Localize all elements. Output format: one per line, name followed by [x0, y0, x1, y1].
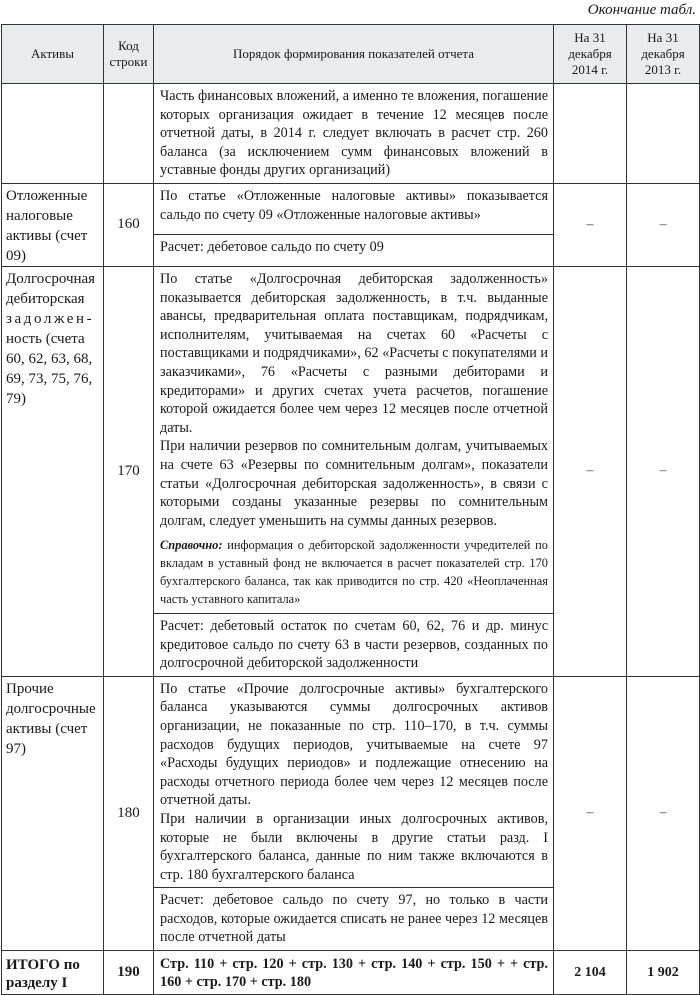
code-cell [104, 84, 154, 184]
balance-table [1, 24, 700, 995]
total-2013: 1 902 [627, 951, 700, 995]
value-2013: – [627, 183, 700, 266]
asset-other: Прочие долгосрочные активы (счет 97) [2, 676, 104, 950]
receivables-calc: Расчет: дебетовый остаток по счетам 60, 62, 76 и др. минус кредитовое сальдо по счету 63 в части резервов, созданных по долгосрочной дебиторской задолженности [154, 613, 554, 676]
header-assets: Активы [2, 25, 104, 84]
total-formula: Стр. 110 + стр. 120 + стр. 130 + стр. 140 + стр. 150 + + стр. 160 + стр. 170 + стр. 180 [154, 951, 554, 995]
asset-receivables-line2: задолжен- [6, 310, 95, 327]
receivables-paragraph-2: При наличии резервов по сомнительным долгам, учитываемых на счете 63 «Резервы по сомнительным долгам», показатели статьи «Долгосрочная дебиторская задолженность», в связи с которыми созданы указанные резервы по сомнительным долгам, следует уменьшить на суммы данных резервов. [160, 438, 548, 529]
asset-receivables-line3: ность (счета 60, 62, 63, 68, 69, 73, 75, 76, 79) [6, 330, 93, 407]
value-2014: – [554, 676, 627, 950]
code-190: 190 [104, 951, 154, 995]
header-row [2, 25, 700, 84]
value-2014: – [554, 183, 627, 266]
value-2013 [627, 84, 700, 184]
table-row [2, 183, 700, 234]
deferred-tax-calc: Расчет: дебетовое сальдо по счету 09 [154, 234, 554, 266]
note-label: Справочно: [160, 538, 223, 553]
asset-deferred-tax: Отложенные налоговые активы (счет 09) [2, 183, 104, 266]
total-row [2, 951, 700, 995]
table-row [2, 266, 700, 613]
total-label: ИТОГО по разделу I [2, 951, 104, 995]
other-text [154, 676, 554, 888]
table-row [2, 676, 700, 888]
table-row [2, 84, 700, 184]
value-2013: – [627, 676, 700, 950]
asset-cell [2, 84, 104, 184]
code-160: 160 [104, 183, 154, 266]
value-2014 [554, 84, 627, 184]
header-procedure: Порядок формирования показателей отчета [154, 25, 554, 84]
other-paragraph-1: По статье «Прочие долгосрочные активы» бухгалтерского баланса указываются суммы долгосрочных активов организации, не показанные по стр. 110–170, в т.ч. суммы расходов будущих периодов, учитываемые на счете 97 «Расходы будущих периодов» и подлежащие отнесению на расходы отчетного периода более чем через 12 месяцев после отчетной даты. [160, 680, 548, 809]
code-170: 170 [104, 266, 154, 676]
header-2013: На 31 декабря 2013 г. [627, 25, 700, 84]
receivables-note [160, 536, 548, 608]
asset-receivables-line1: Долгосрочная дебиторская [6, 270, 96, 307]
other-paragraph-2: При наличии в организации иных долгосрочных активов, которые не были включены в другие статьи разд. I бухгалтерского баланса, данные по ним также включаются в стр. 180 бухгалтерского баланса [160, 810, 548, 883]
continuation-text: Часть финансовых вложений, а именно те вложения, погашение которых организация ожидает в течение 12 месяцев после отчетной даты, в 2014 г. следует включать в расчет стр. 260 баланса (за исключением сумм финансовых вложений в уставные фонды других организаций) [154, 84, 554, 184]
note-text: информация о дебиторской задолженности учредителей по вкладам в уставный фонд не включается в расчет показателей стр. 170 бухгалтерского баланса, так как приводится по стр. 420 «Неоплаченная часть уставного капитала» [160, 538, 549, 607]
value-2013: – [627, 266, 700, 676]
header-code: Код строки [104, 25, 154, 84]
receivables-text [154, 266, 554, 613]
table-caption: Окончание табл. [587, 2, 696, 18]
code-180: 180 [104, 676, 154, 950]
receivables-paragraph-1: По статье «Долгосрочная дебиторская задолженность» показывается дебиторская задолженность, в т.ч. выданные авансы, предварительная оплата поставщикам, подрядчикам, исполнителям, учитываемая на счетах 60 «Расчеты с поставщиками и подрядчиками», 62 «Расчеты с покупателями и заказчиками», 76 «Расчеты с разными дебиторами и кредиторами» и других счетах учета расчетов, погашение которой ожидается более чем через 12 месяцев после отчетной даты. [160, 270, 548, 436]
deferred-tax-text: По статье «Отложенные налоговые активы» показывается сальдо по счету 09 «Отложенные налоговые активы» [154, 183, 554, 234]
asset-receivables [2, 266, 104, 676]
value-2014: – [554, 266, 627, 676]
total-2014: 2 104 [554, 951, 627, 995]
header-2014: На 31 декабря 2014 г. [554, 25, 627, 84]
other-calc: Расчет: дебетовое сальдо по счету 97, но только в части расходов, которые ожидается списать не ранее через 12 месяцев после отчетной даты [154, 888, 554, 951]
